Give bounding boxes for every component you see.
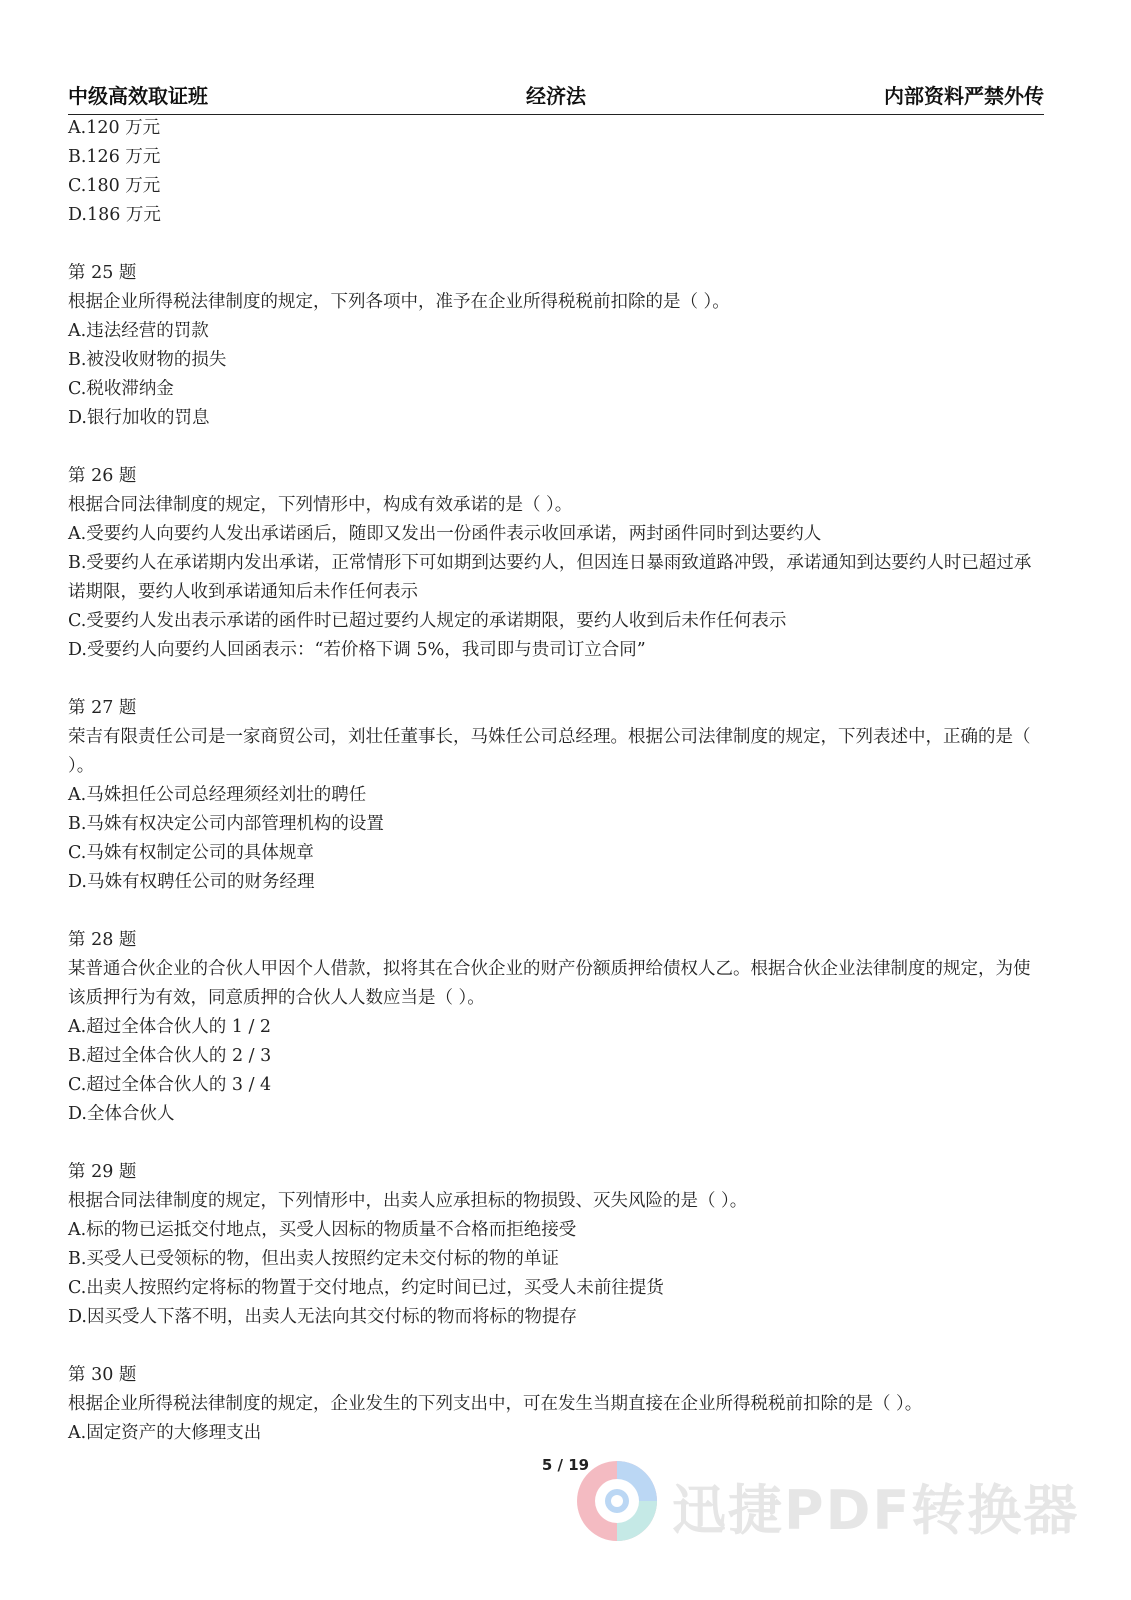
question-title: 第 25 题	[68, 263, 137, 283]
option: C.马姝有权制定公司的具体规章	[68, 843, 314, 863]
option: A.马姝担任公司总经理须经刘壮的聘任	[68, 785, 367, 805]
question-stem: 根据企业所得税法律制度的规定，企业发生的下列支出中，可在发生当期直接在企业所得税税前扣除的是（ ）。	[68, 1394, 923, 1414]
option: D.全体合伙人	[68, 1104, 175, 1124]
question-stem: 根据合同法律制度的规定，下列情形中，出卖人应承担标的物损毁、灭失风险的是（ ）。	[68, 1191, 748, 1211]
question-28	[68, 926, 1044, 1129]
option: C.税收滞纳金	[68, 379, 174, 399]
question-29	[68, 1158, 1044, 1332]
page-header	[68, 82, 1044, 115]
option: A.受要约人向要约人发出承诺函后，随即又发出一份函件表示收回承诺，两封函件同时到达要约人	[68, 524, 822, 544]
option: C.出卖人按照约定将标的物置于交付地点，约定时间已过，买受人未前往提货	[68, 1278, 664, 1298]
option: A.120 万元	[68, 118, 161, 138]
option: A.违法经营的罚款	[68, 321, 209, 341]
option: D.受要约人向要约人回函表示：“若价格下调 5%，我司即与贵司订立合同”	[68, 640, 646, 660]
question-title: 第 27 题	[68, 698, 137, 718]
option: C.180 万元	[68, 176, 161, 196]
question-stem: 根据合同法律制度的规定，下列情形中，构成有效承诺的是（ ）。	[68, 495, 573, 515]
watermark-text: 迅捷PDF转换器	[672, 1479, 1080, 1542]
xunjie-logo-icon	[572, 1456, 662, 1546]
question-stem: 荣吉有限责任公司是一家商贸公司，刘壮任董事长，马姝任公司总经理。根据公司法律制度的规定，下列表述中，正确的是（ ）。	[68, 727, 1031, 776]
watermark	[572, 1456, 1092, 1556]
header-confidential-note: 内部资料严禁外传	[884, 84, 1044, 108]
option: B.受要约人在承诺期内发出承诺，正常情形下可如期到达要约人，但因连日暴雨致道路冲毁，承诺通知到达要约人时已超过承诺期限，要约人收到承诺通知后未作任何表示	[68, 553, 1032, 602]
option: B.被没收财物的损失	[68, 350, 227, 370]
page-number: 5 / 19	[541, 1456, 590, 1474]
option: B.超过全体合伙人的 2 / 3	[68, 1046, 272, 1066]
option: D.马姝有权聘任公司的财务经理	[68, 872, 315, 892]
header-course-name: 中级高效取证班	[68, 84, 208, 108]
question-25	[68, 259, 1044, 433]
header-subject: 经济法	[526, 84, 586, 108]
question-27	[68, 694, 1044, 897]
question-30	[68, 1361, 1044, 1448]
option: D.186 万元	[68, 205, 161, 225]
option: A.超过全体合伙人的 1 / 2	[68, 1017, 272, 1037]
option: A.标的物已运抵交付地点，买受人因标的物质量不合格而拒绝接受	[68, 1220, 577, 1240]
question-stem: 根据企业所得税法律制度的规定，下列各项中，准予在企业所得税税前扣除的是（ ）。	[68, 292, 730, 312]
previous-question-options	[68, 114, 1044, 230]
option: D.银行加收的罚息	[68, 408, 210, 428]
question-title: 第 28 题	[68, 930, 137, 950]
option: B.126 万元	[68, 147, 161, 167]
option: A.固定资产的大修理支出	[68, 1423, 262, 1443]
question-26	[68, 462, 1044, 665]
question-title: 第 26 题	[68, 466, 137, 486]
question-title: 第 29 题	[68, 1162, 137, 1182]
question-title: 第 30 题	[68, 1365, 137, 1385]
option: D.因买受人下落不明，出卖人无法向其交付标的物而将标的物提存	[68, 1307, 577, 1327]
option: C.超过全体合伙人的 3 / 4	[68, 1075, 272, 1095]
option: B.马姝有权决定公司内部管理机构的设置	[68, 814, 384, 834]
option: C.受要约人发出表示承诺的函件时已超过要约人规定的承诺期限，要约人收到后未作任何表示	[68, 611, 787, 631]
question-stem: 某普通合伙企业的合伙人甲因个人借款，拟将其在合伙企业的财产份额质押给债权人乙。根据合伙企业法律制度的规定，为使该质押行为有效，同意质押的合伙人人数应当是（ ）。	[68, 959, 1031, 1008]
option: B.买受人已受领标的物，但出卖人按照约定未交付标的物的单证	[68, 1249, 559, 1269]
document-body	[68, 114, 1044, 1448]
